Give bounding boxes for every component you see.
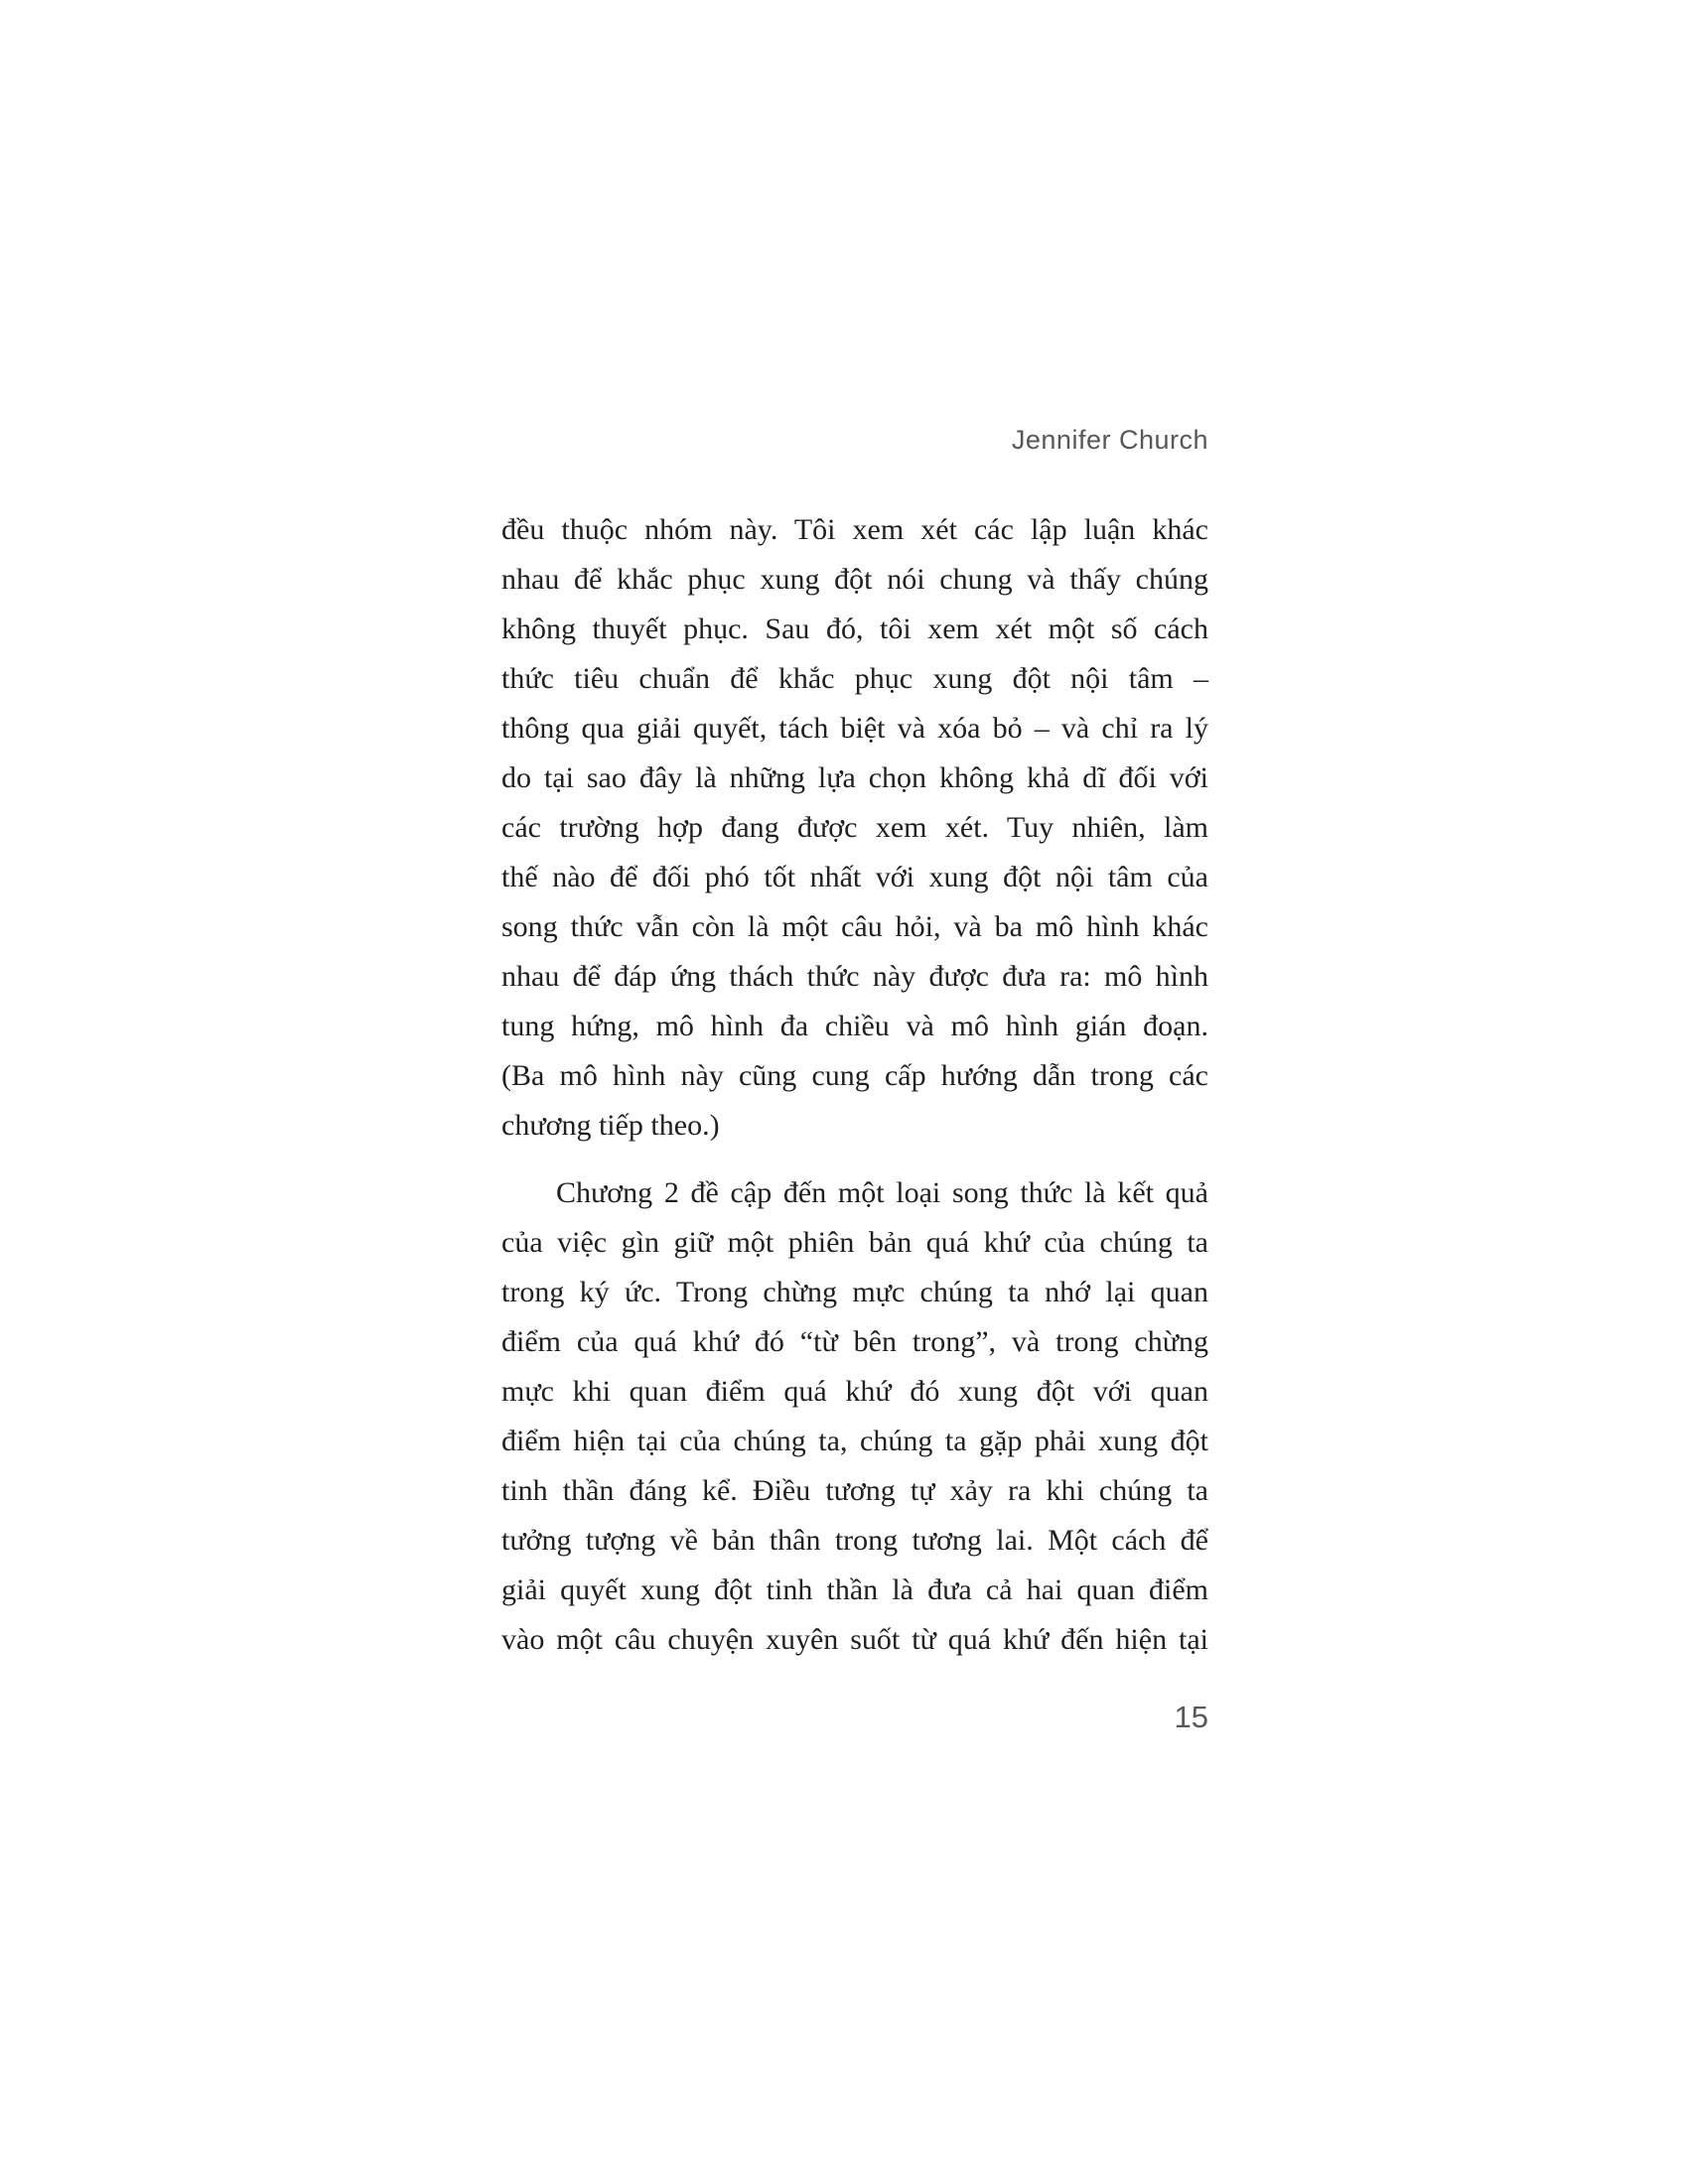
text-line-content: do tại sao đây là những lựa chọn không khả dĩ đối với — [501, 761, 1208, 794]
text-line-content: nhau để đáp ứng thách thức này được đưa ra: mô hình — [501, 960, 1208, 993]
text-line-content: các trường hợp đang được xem xét. Tuy nhiên, làm — [501, 811, 1208, 844]
text-line-paragraph-end — [501, 1101, 1208, 1151]
text-line-content: mực khi quan điểm quá khứ đó xung đột với quan — [501, 1375, 1208, 1408]
text-line — [501, 1268, 1208, 1317]
text-line — [501, 753, 1208, 803]
text-line-content: trong ký ức. Trong chừng mực chúng ta nhớ lại quan — [501, 1276, 1208, 1308]
text-line-content: chương tiếp theo.) — [501, 1109, 720, 1142]
text-line — [501, 555, 1208, 605]
text-line-content: tưởng tượng về bản thân trong tương lai. Một cách để — [501, 1524, 1208, 1557]
text-line — [501, 1615, 1208, 1665]
paragraph-2 — [501, 1168, 1208, 1665]
text-line — [501, 1002, 1208, 1051]
text-line-content: thế nào để đối phó tốt nhất với xung đột nội tâm của — [501, 861, 1208, 893]
text-line-content: nhau để khắc phục xung đột nói chung và thấy chúng — [501, 563, 1208, 596]
text-line — [501, 803, 1208, 853]
text-line — [501, 952, 1208, 1002]
text-line — [501, 505, 1208, 555]
text-line — [501, 1566, 1208, 1615]
text-line — [501, 1317, 1208, 1367]
text-line — [501, 902, 1208, 952]
body-text-block — [501, 505, 1208, 1665]
text-line-content: điểm hiện tại của chúng ta, chúng ta gặp phải xung đột — [501, 1425, 1208, 1457]
text-line-content: (Ba mô hình này cũng cung cấp hướng dẫn trong các — [501, 1059, 1208, 1092]
text-line-content: song thức vẫn còn là một câu hỏi, và ba mô hình khác — [501, 910, 1208, 943]
text-line — [501, 654, 1208, 704]
text-line — [501, 1367, 1208, 1417]
text-line — [501, 605, 1208, 654]
text-line — [501, 1218, 1208, 1268]
text-line-content: giải quyết xung đột tinh thần là đưa cả hai quan điểm — [501, 1573, 1208, 1606]
text-line-content: tung hứng, mô hình đa chiều và mô hình gián đoạn. — [501, 1010, 1208, 1042]
text-line — [501, 853, 1208, 902]
text-line-content: không thuyết phục. Sau đó, tôi xem xét một số cách — [501, 613, 1208, 645]
text-line-content: của việc gìn giữ một phiên bản quá khứ của chúng ta — [501, 1226, 1208, 1259]
running-header-author: Jennifer Church — [1011, 425, 1208, 455]
text-line-content: điểm của quá khứ đó “từ bên trong”, và trong chừng — [501, 1325, 1208, 1358]
text-line-content: Chương 2 đề cập đến một loại song thức là kết quả — [556, 1176, 1208, 1209]
text-line — [501, 704, 1208, 753]
text-line — [501, 1417, 1208, 1466]
paragraph-1 — [501, 505, 1208, 1151]
text-line — [501, 1466, 1208, 1516]
text-line-first-indent — [501, 1168, 1208, 1218]
text-line-content: thức tiêu chuẩn để khắc phục xung đột nội tâm – — [501, 662, 1208, 695]
text-line-content: vào một câu chuyện xuyên suốt từ quá khứ đến hiện tại — [501, 1623, 1208, 1656]
text-line-content: thông qua giải quyết, tách biệt và xóa bỏ – và chỉ ra lý — [501, 712, 1208, 745]
text-line-content: đều thuộc nhóm này. Tôi xem xét các lập luận khác — [501, 513, 1208, 546]
text-line — [501, 1516, 1208, 1566]
text-line-content: tinh thần đáng kể. Điều tương tự xảy ra khi chúng ta — [501, 1474, 1208, 1507]
page-number: 15 — [1174, 1700, 1208, 1734]
text-line — [501, 1051, 1208, 1101]
